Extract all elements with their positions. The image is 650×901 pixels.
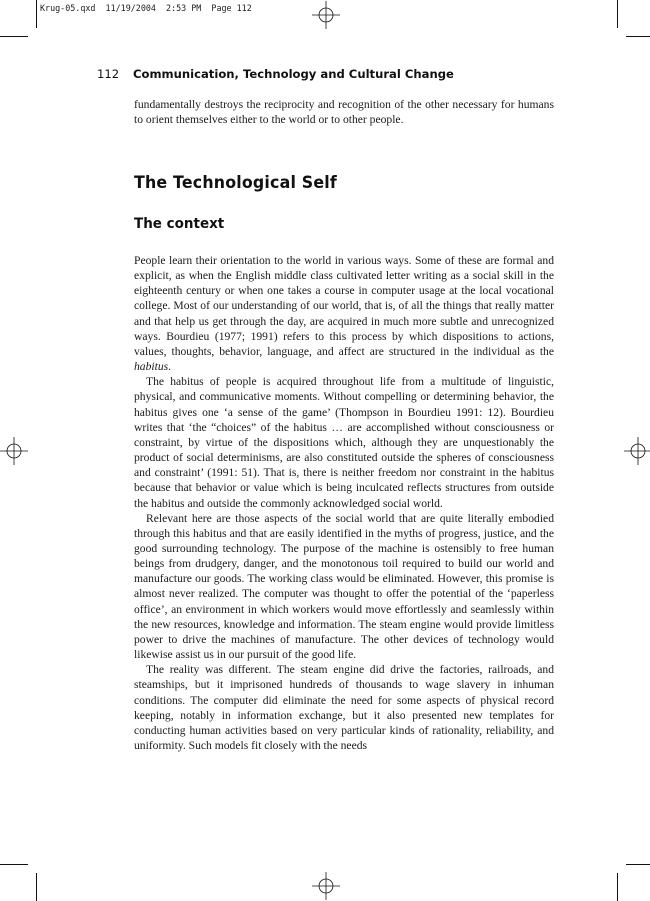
- paragraph-4: The reality was different. The steam engine did drive the factories, railroads, and steamships, but it imprisoned hundreds of thousands to wage slavery in inhuman conditions. The computer did eliminate the need for some aspects of physical record keeping, notably in information exchange, but it also presented new templates for conducting human activities based on very particular kinds of rationality, reliability, and uniformity. Such models fit closely with the needs: [134, 663, 554, 752]
- registration-mark-left-icon: [0, 437, 28, 465]
- crop-mark-top-left-vertical: [36, 0, 37, 28]
- paragraph-1-italic-term: habitus: [134, 360, 169, 374]
- paragraph-1-end: .: [168, 360, 172, 374]
- paragraph-1-text: People learn their orientation to the world in various ways. Some of these are formal and explicit, as when the English middle class cultivated letter writing as a social skill in the eighteenth century or when one takes a course in computer usage at the local vocational college. Most of our understanding of our world, that is, of all the things that really matter and that help us get through the day, are acquired in much more subtle and unrecognized ways. Bourdieu (1977; 1991) refers to this process by which dispositions to actions, values, thoughts, behavior, language, and affect are structured in the individual as the: [134, 254, 554, 358]
- crop-mark-bottom-left-vertical: [36, 873, 37, 901]
- crop-mark-top-right-vertical: [617, 0, 618, 28]
- page-number: 112: [97, 67, 120, 81]
- registration-mark-bottom-icon: [312, 872, 340, 900]
- book-title: Communication, Technology and Cultural Change: [133, 67, 454, 81]
- paragraph-2: The habitus of people is acquired throughout life from a multitude of linguistic, physical, and communicative moments. Without compelling or determining behavior, the habitus gives one ‘a sense of the game’ (Thompson in Bourdieu 1991: 12). Bourdieu writes that ‘the “choices” of the habitus … are accomplished without consciousness or constraint, by virtue of the dispositions which, although they are unquestionably the product of social determinisms, are also constituted outside the spheres of consciousness and constraint’ (1991: 51). That is, there is neither freedom nor constraint in the habitus because that behavior or value which is being inculcated reflects structures from outside the habitus and outside the commonly acknowledged social world.: [134, 375, 554, 510]
- carryover-paragraph: [134, 97, 554, 127]
- crop-mark-top-left-horizontal: [0, 36, 28, 37]
- section-heading: The Technological Self: [134, 173, 337, 193]
- crop-mark-bottom-right-vertical: [617, 873, 618, 901]
- registration-mark-top-icon: [312, 1, 340, 29]
- carryover-text: fundamentally destroys the reciprocity and recognition of the other necessary for humans to orient themselves either to the world or to other people.: [134, 98, 554, 127]
- running-head: [97, 67, 454, 81]
- main-text: [134, 253, 554, 753]
- crop-mark-bottom-right-horizontal: [626, 864, 650, 865]
- file-slug: Krug-05.qxd 11/19/2004 2:53 PM Page 112: [40, 3, 252, 13]
- paragraph-3: Relevant here are those aspects of the social world that are quite literally embodied through this habitus and that are easily identified in the myths of progress, justice, and the good surrounding technology. The purpose of the machine is ostensibly to free human beings from drudgery, danger, and the monotonous toil required to build our world and manufacture our goods. The working class would be eliminated. However, this promise is almost never realized. The computer was thought to offer the potential of the ‘paperless office’, an environment in which workers would move effortlessly and seamlessly within the new resources, knowledge and information. The steam engine would provide limitless power to drive the machines of manufacture. The other devices of technology would likewise assist us in our pursuit of the good life.: [134, 511, 554, 662]
- registration-mark-right-icon: [624, 437, 650, 465]
- subsection-heading: The context: [134, 216, 225, 232]
- crop-mark-bottom-left-horizontal: [0, 864, 28, 865]
- crop-mark-top-right-horizontal: [626, 36, 650, 37]
- paragraph-1: [134, 253, 554, 374]
